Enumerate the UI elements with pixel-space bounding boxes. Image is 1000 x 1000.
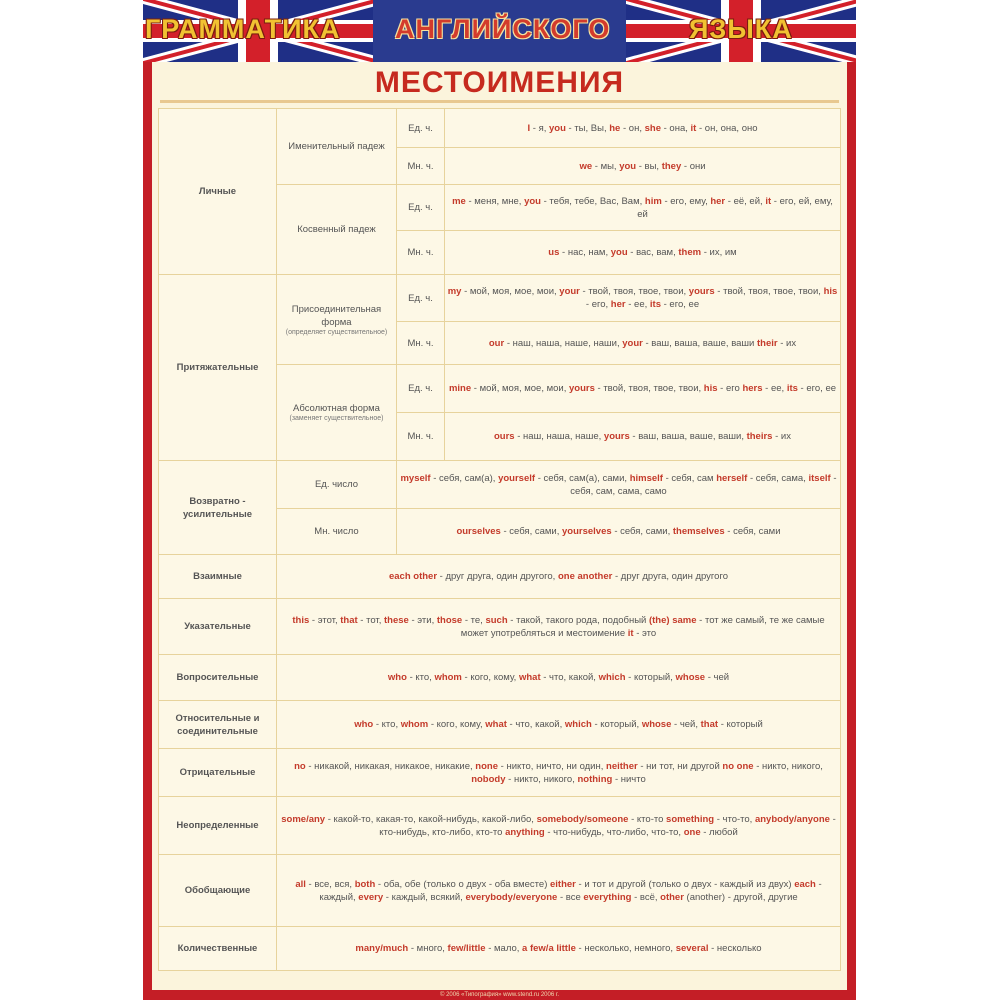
cell-personal-nom-sg xyxy=(445,109,841,148)
pronoun-translation: - его xyxy=(720,383,743,394)
pronoun-translation: - все xyxy=(559,891,584,903)
subcat-nominative: Именительный падеж xyxy=(277,109,397,185)
pronoun-translation: - ничто xyxy=(614,773,646,785)
pronoun-keyword: ours xyxy=(494,431,515,442)
pronoun-translation: - тот же самый, те же самые xyxy=(699,614,825,626)
attributive-form-label: Присоединительная форма xyxy=(291,303,382,328)
pronoun-keyword: your xyxy=(559,286,580,297)
pronoun-keyword: it xyxy=(690,122,697,134)
pronoun-keyword: I xyxy=(527,122,531,134)
pronoun-translation: - чей xyxy=(707,672,730,683)
demonstrative-list xyxy=(292,615,824,626)
number-label: Мн. ч. xyxy=(397,148,445,185)
pronoun-keyword: ourselves xyxy=(456,526,501,537)
pronoun-translation: - этот, xyxy=(311,614,341,626)
pronoun-translation: - кто, xyxy=(375,719,401,730)
pronoun-keyword: one another xyxy=(557,571,613,582)
banner-word-grammar: ГРАММАТИКА xyxy=(145,14,341,44)
pronoun-translation: - их, им xyxy=(703,247,737,258)
number-label: Ед. ч. xyxy=(397,109,445,148)
pronoun-translation: - меня, мне, xyxy=(468,195,525,207)
category-personal: Личные xyxy=(159,109,277,275)
pronoun-keyword: himself xyxy=(629,472,663,484)
pronoun-keyword: one xyxy=(683,826,701,838)
demonstrative-note-keyword: it xyxy=(627,627,634,639)
pronoun-translation: - себя, сам xyxy=(665,472,717,484)
pronoun-keyword: all xyxy=(295,878,306,890)
pronoun-translation: - никакой, никакая, никакое, никакие, xyxy=(308,760,476,772)
pronoun-keyword: who xyxy=(387,672,407,683)
pronoun-translation: - они xyxy=(683,160,706,172)
pronoun-translation: - нас, нам, xyxy=(562,247,611,258)
cell-possessive-attr-sg xyxy=(445,275,841,322)
category-indefinite: Неопределенные xyxy=(159,797,277,855)
pronoun-translation: - что, какой, xyxy=(543,672,599,683)
pronoun-keyword: (the) same xyxy=(648,614,697,626)
pronoun-translation: - те, xyxy=(464,614,486,626)
pronoun-keyword: each xyxy=(794,878,816,890)
cell-reflexive-sg xyxy=(397,461,841,509)
category-quantitative: Количественные xyxy=(159,927,277,971)
pronoun-translation: - кого, кому, xyxy=(464,672,519,683)
pronoun-translation: (another) xyxy=(686,891,726,903)
pronoun-translation: - каждый, всякий, xyxy=(385,891,466,903)
pronoun-keyword: few/little xyxy=(447,943,486,954)
pronoun-keyword: each other xyxy=(388,571,438,582)
pronoun-keyword: yourself xyxy=(498,472,536,484)
attributive-form-note: (определяет существительное) xyxy=(285,328,388,336)
pronoun-keyword: yours xyxy=(688,286,715,297)
cell-quantitative xyxy=(277,927,841,971)
cell-reflexive-pl xyxy=(397,509,841,555)
pronoun-keyword: myself xyxy=(400,472,431,484)
pronoun-keyword: that xyxy=(340,614,358,626)
category-demonstrative: Указательные xyxy=(159,599,277,655)
pronoun-keyword: herself xyxy=(716,472,748,484)
pronoun-keyword: his xyxy=(703,383,718,394)
pronoun-keyword: whose xyxy=(675,672,706,683)
pronoun-keyword: either xyxy=(550,878,576,890)
pronoun-keyword: us xyxy=(548,247,560,258)
pronoun-translation: - твой, твоя, твое, твои, xyxy=(717,286,824,297)
pronoun-keyword: a few/a little xyxy=(522,943,576,954)
pronoun-translation: - никто, ничто, ни один, xyxy=(500,760,607,772)
pronoun-translation: - он, она, оно xyxy=(698,122,758,134)
number-label: Ед. ч. xyxy=(397,365,445,413)
category-relative: Относительные и соединительные xyxy=(159,701,277,749)
pronoun-translation: - что, какой, xyxy=(509,719,565,730)
pronoun-translation: - какой-то, какая-то, какой-нибудь, какой-либо, xyxy=(327,813,537,825)
pronoun-translation: - себя, сам(а), xyxy=(433,472,499,484)
number-label-sg: Ед. число xyxy=(277,461,397,509)
pronoun-translation: - тебя, тебе, Вас, Вам, xyxy=(543,195,645,207)
pronoun-translation: - кого, кому, xyxy=(430,719,486,730)
pronoun-translation: - несколько xyxy=(711,943,762,954)
number-label: Ед. ч. xyxy=(397,185,445,231)
title-divider xyxy=(160,100,839,103)
pronoun-keyword: it xyxy=(765,195,772,207)
cell-relative xyxy=(277,701,841,749)
pronoun-keyword: some/any xyxy=(281,813,326,825)
pronoun-translation: - она, xyxy=(663,122,691,134)
pronoun-translation: - вас, вам, xyxy=(630,247,679,258)
pronoun-translation: - ваш, ваша, ваше, ваши xyxy=(645,337,758,349)
cell-possessive-attr-pl xyxy=(445,322,841,365)
page-title: МЕСТОИМЕНИЯ xyxy=(374,66,625,99)
pronoun-keyword: many/much xyxy=(355,943,409,954)
category-negative: Отрицательные xyxy=(159,749,277,797)
pronoun-keyword: you xyxy=(524,195,541,207)
pronoun-translation: - ваш, ваша, ваше, ваши, xyxy=(632,431,747,442)
pronoun-translation: - что-нибудь, что-либо, что-то, xyxy=(547,826,684,838)
pronoun-translation: - себя, сами, xyxy=(614,526,673,537)
pronoun-translation: - ты, Вы, xyxy=(568,122,610,134)
pronoun-translation: - кто-нибудь, кто-либо, кто-то xyxy=(379,813,836,838)
pronoun-keyword: this xyxy=(292,614,310,626)
pronoun-translation: - наш, наша, наше, наши, xyxy=(506,337,623,349)
category-reflexive: Возвратно - усилительные xyxy=(159,461,277,555)
pronouns-table xyxy=(158,108,841,971)
subcat-absolute-form xyxy=(277,365,397,461)
pronoun-keyword: she xyxy=(644,122,661,134)
pronoun-translation: - который xyxy=(720,719,763,730)
pronoun-translation: - друг друга, один другого, xyxy=(439,571,558,582)
pronoun-keyword: he xyxy=(609,122,621,134)
pronoun-keyword: that xyxy=(700,719,719,730)
pronoun-keyword: nothing xyxy=(577,773,613,785)
cell-personal-nom-pl xyxy=(445,148,841,185)
pronoun-keyword: those xyxy=(436,614,463,626)
pronoun-translation: - твой, твоя, твое, твои, xyxy=(582,286,689,297)
pronoun-translation: - вы, xyxy=(638,160,662,172)
pronoun-keyword: no xyxy=(294,760,306,772)
pronoun-translation: - эти, xyxy=(411,614,437,626)
pronoun-translation: - его, xyxy=(585,299,611,310)
banner-word-language: ЯЗЫКА xyxy=(689,14,793,44)
cell-personal-obj-sg xyxy=(445,185,841,231)
pronoun-keyword: whose xyxy=(641,719,672,730)
pronoun-keyword: its xyxy=(786,383,798,394)
pronoun-keyword: our xyxy=(488,337,505,349)
demonstrative-note-tail: - это xyxy=(633,627,657,639)
category-interrogative: Вопросительные xyxy=(159,655,277,701)
pronoun-keyword: somebody/someone xyxy=(536,813,629,825)
pronoun-keyword: everybody/everyone xyxy=(465,891,558,903)
pronoun-translation: - который, xyxy=(628,672,676,683)
pronoun-keyword: their xyxy=(757,337,778,349)
category-possessive: Притяжательные xyxy=(159,275,277,461)
pronoun-keyword: anything xyxy=(505,826,545,838)
pronoun-keyword: your xyxy=(622,337,643,349)
pronoun-keyword: yours xyxy=(569,383,595,394)
pronoun-translation: - его, ее xyxy=(663,299,700,310)
pronoun-keyword: which xyxy=(564,719,592,730)
cell-negative xyxy=(277,749,841,797)
cell-demonstrative xyxy=(277,599,841,655)
absolute-form-label: Абсолютная форма xyxy=(293,403,380,414)
pronoun-keyword: me xyxy=(452,195,466,207)
pronoun-translation: - никто, никого, xyxy=(508,773,578,785)
pronoun-keyword: neither xyxy=(606,760,638,772)
pronoun-translation: - его, ее xyxy=(800,383,837,394)
pronoun-translation: - его, ей, ему, ей xyxy=(637,195,833,220)
pronoun-translation: - такой, такого рода, подобный xyxy=(510,614,649,626)
pronoun-keyword: other xyxy=(660,891,684,903)
pronoun-translation: - мой, моя, мое, мои, xyxy=(473,383,570,394)
pronoun-keyword: none xyxy=(475,760,498,772)
pronoun-keyword: yourselves xyxy=(562,526,612,537)
pronoun-translation: - оба, обе (только о двух - оба вместе) xyxy=(377,878,550,890)
pronoun-translation: - ее, xyxy=(628,299,650,310)
cell-possessive-abs-pl xyxy=(445,413,841,461)
pronoun-translation: - наш, наша, наше, xyxy=(517,431,604,442)
pronoun-translation: - себя, сам, сама, само xyxy=(570,472,837,497)
pronoun-keyword: what xyxy=(485,719,507,730)
pronoun-keyword: everything xyxy=(583,891,632,903)
pronoun-keyword: they xyxy=(661,160,682,172)
pronoun-translation: - я, xyxy=(532,122,549,134)
pronoun-keyword: what xyxy=(518,672,541,683)
cell-possessive-abs-sg xyxy=(445,365,841,413)
pronoun-translation: - чей, xyxy=(674,719,701,730)
pronoun-translation: - тот, xyxy=(360,614,384,626)
poster-frame xyxy=(143,0,856,1000)
pronoun-keyword: both xyxy=(354,878,376,890)
pronoun-translation: - никто, никого, xyxy=(756,760,823,772)
pronoun-translation: - их xyxy=(775,431,791,442)
pronoun-translation: - что-то, xyxy=(716,813,755,825)
pronoun-keyword: who xyxy=(354,719,374,730)
pronoun-keyword: theirs xyxy=(746,431,773,442)
category-generalizing: Обобщающие xyxy=(159,855,277,927)
pronoun-translation: - кто, xyxy=(409,672,435,683)
pronoun-translation: - мы, xyxy=(594,160,620,172)
number-label-pl: Мн. число xyxy=(277,509,397,555)
pronoun-translation: - ее, xyxy=(765,383,787,394)
category-reciprocal: Взаимные xyxy=(159,555,277,599)
pronoun-keyword: you xyxy=(549,122,566,134)
pronoun-translation: - и тот и другой (только о двух - каждый из двух) xyxy=(578,878,795,890)
pronoun-keyword: mine xyxy=(448,383,472,394)
pronoun-translation: - мой, моя, мое, мои, xyxy=(464,286,560,297)
pronoun-translation: - себя, сами, xyxy=(503,526,563,537)
pronoun-keyword: them xyxy=(678,247,702,258)
number-label: Мн. ч. xyxy=(397,231,445,275)
pronoun-translation: - кто-то xyxy=(631,813,667,825)
pronoun-keyword: whom xyxy=(434,672,462,683)
pronoun-translation: - себя, сам(а), сами, xyxy=(537,472,630,484)
pronoun-keyword: her xyxy=(710,195,726,207)
cell-personal-obj-pl xyxy=(445,231,841,275)
cell-indefinite xyxy=(277,797,841,855)
pronoun-translation: - её, ей, xyxy=(727,195,766,207)
footer-copyright: © 2006 «Типография» www.stend.ru 2006 г. xyxy=(439,992,559,998)
absolute-form-note: (заменяет существительное) xyxy=(289,415,384,422)
pronoun-translation: - себя, сама, xyxy=(749,472,809,484)
pronoun-keyword: nobody xyxy=(471,773,506,785)
pronoun-translation: - ни тот, ни другой xyxy=(640,760,723,772)
pronoun-translation: - несколько, немного, xyxy=(578,943,676,954)
pronoun-translation: - все, вся, xyxy=(308,878,355,890)
pronoun-keyword: we xyxy=(579,160,593,172)
pronoun-keyword: several xyxy=(675,943,709,954)
pronoun-keyword: you xyxy=(619,160,637,172)
pronoun-translation: - мало, xyxy=(488,943,523,954)
cell-interrogative xyxy=(277,655,841,701)
pronoun-translation: - друг друга, один другого xyxy=(614,571,729,582)
pronoun-keyword: her xyxy=(610,299,626,310)
subcat-objective: Косвенный падеж xyxy=(277,185,397,275)
cell-generalizing xyxy=(277,855,841,927)
number-label: Ед. ч. xyxy=(397,275,445,322)
demonstrative-note: может употребляться и местоимение xyxy=(460,627,628,639)
title-banner xyxy=(143,0,856,62)
pronoun-translation: - всё, xyxy=(634,891,661,903)
pronoun-keyword: these xyxy=(384,614,409,626)
pronoun-keyword: his xyxy=(823,286,838,297)
pronoun-keyword: such xyxy=(485,614,508,626)
pronoun-keyword: yours xyxy=(603,431,630,442)
pronoun-keyword: no one xyxy=(722,760,754,772)
pronoun-translation: - себя, сами xyxy=(727,526,781,537)
pronoun-keyword: every xyxy=(358,891,384,903)
pronoun-translation: - их xyxy=(780,337,797,349)
pronoun-keyword: you xyxy=(610,247,628,258)
cell-reciprocal xyxy=(277,555,841,599)
pronoun-keyword: something xyxy=(666,813,715,825)
banner-word-english: АНГЛИЙСКОГО xyxy=(395,14,611,44)
pronoun-keyword: themselves xyxy=(672,526,725,537)
pronoun-keyword: my xyxy=(447,286,462,297)
pronoun-keyword: hers xyxy=(742,383,763,394)
pronoun-keyword: anybody/anyone xyxy=(754,813,830,825)
pronoun-keyword: itself xyxy=(808,472,831,484)
pronoun-keyword: its xyxy=(649,299,661,310)
number-label: Мн. ч. xyxy=(397,413,445,461)
pronoun-translation: - любой xyxy=(703,826,738,838)
pronoun-keyword: whom xyxy=(400,719,429,730)
pronoun-translation: - его, ему, xyxy=(664,195,711,207)
pronoun-keyword: him xyxy=(644,195,662,207)
pronoun-translation: - он, xyxy=(622,122,645,134)
number-label: Мн. ч. xyxy=(397,322,445,365)
pronoun-translation: - другой, другие xyxy=(727,891,798,903)
subcat-attributive-form xyxy=(277,275,397,365)
pronoun-translation: - твой, твоя, твое, твои, xyxy=(597,383,704,394)
pronoun-keyword: which xyxy=(598,672,626,683)
pronoun-translation: - который, xyxy=(594,719,642,730)
pronoun-translation: - много, xyxy=(410,943,448,954)
poster-content xyxy=(152,62,847,990)
pronoun-translation: - каждый, xyxy=(319,878,822,903)
